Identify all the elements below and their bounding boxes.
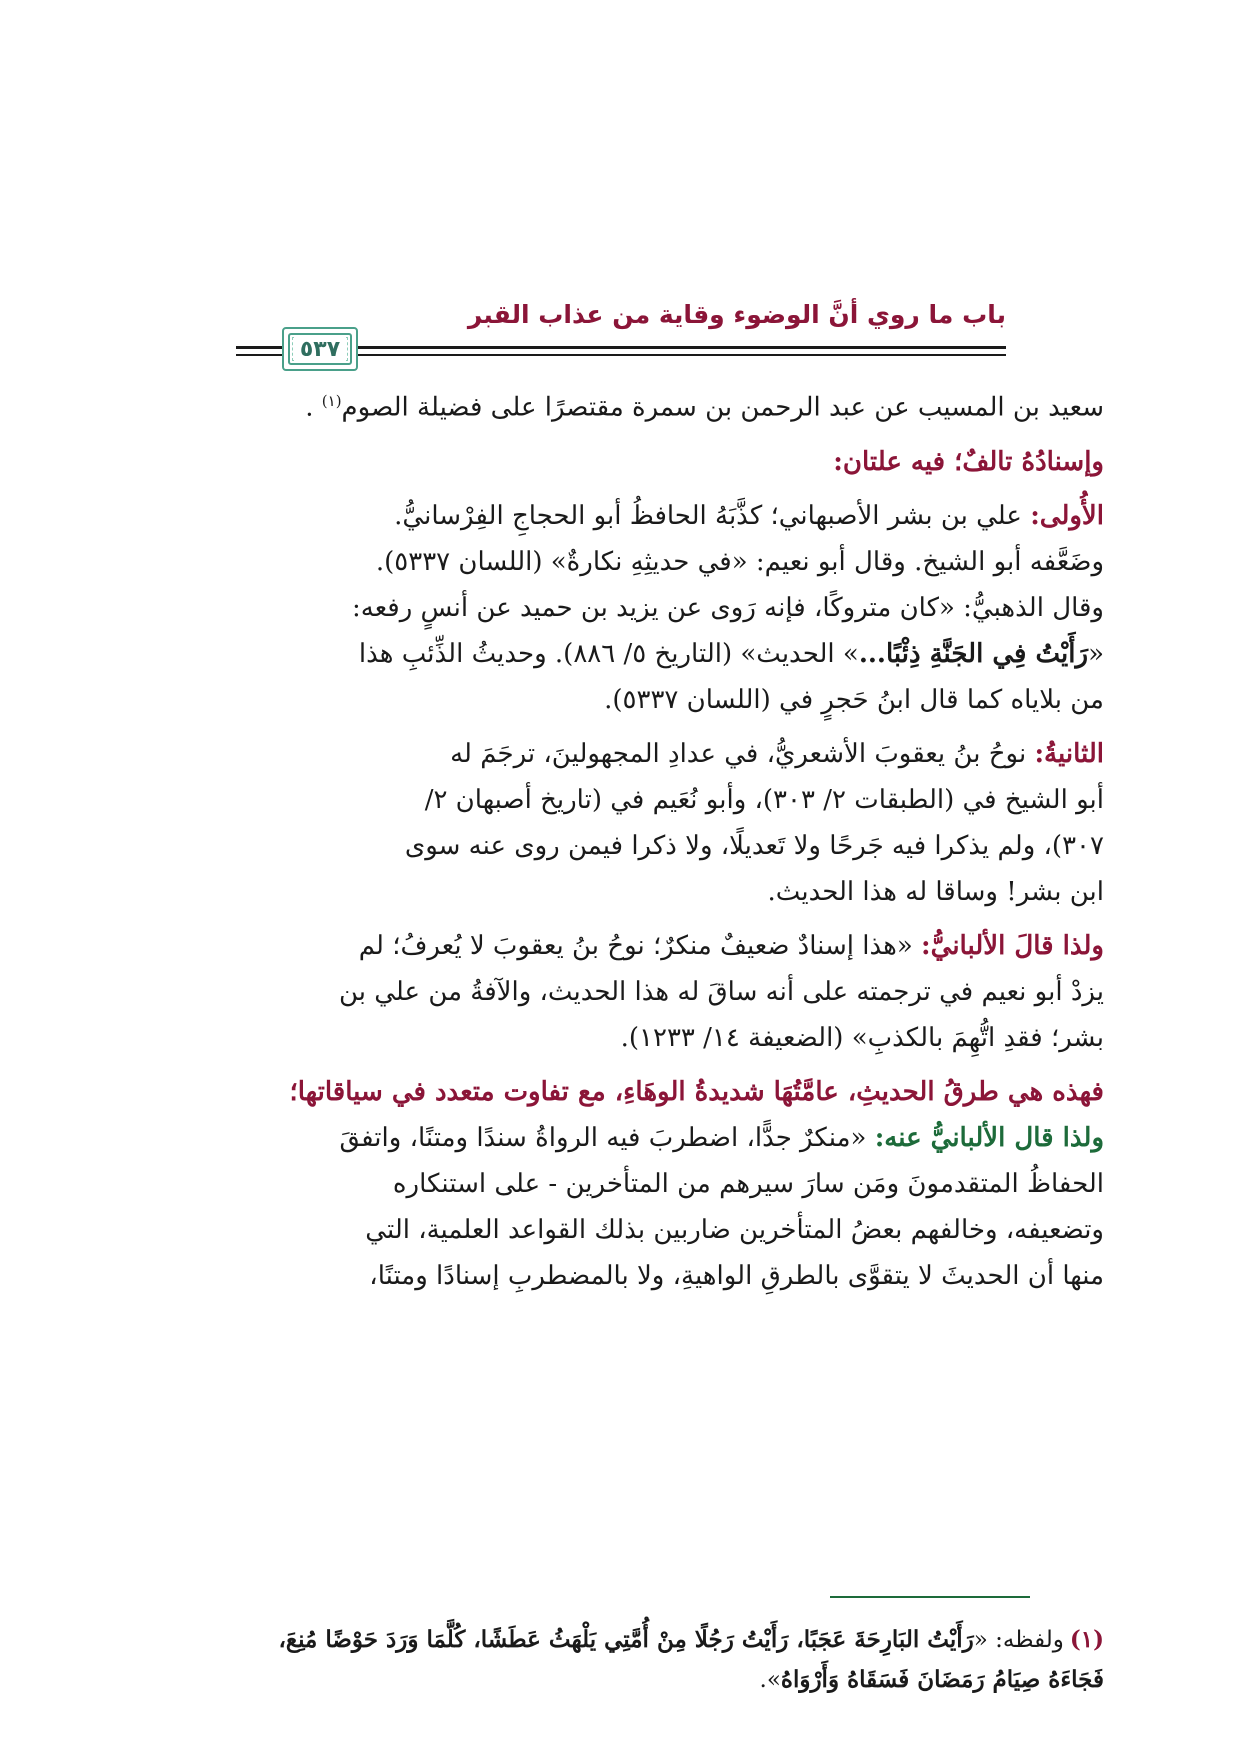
text-line: وقال الذهبيُّ: «كان متروكًا، فإنه رَوى عن يزيد بن حميد عن أنسٍ رفعه: (352, 592, 1104, 623)
footnote-hadith-text: فَجَاءَهُ صِيَامُ رَمَضَانَ فَسَقَاهُ وَأَرْوَاهُ (780, 1666, 1104, 1693)
opening-line-text: سعيد بن المسيب عن عبد الرحمن بن سمرة مقتصرًا على فضيلة الصوم (341, 392, 1104, 423)
conclusion-heading: فهذه هي طرقُ الحديثِ، عامَّتُهَا شديدةُ الوهَاءِ، مع تفاوت متعدد في سياقاتها؛ (289, 1076, 1104, 1107)
text-line (94, 493, 1104, 539)
text-line: منها أن الحديثَ لا يتقوَّى بالطرقِ الواهيةِ، ولا بالمضطربِ إسنادًا ومتنًا، (369, 1260, 1104, 1291)
quote-open: « (1088, 638, 1104, 669)
text-line: وضَعَّفه أبو الشيخ. وقال أبو نعيم: «في حديثِهِ نكارةٌ» (اللسان ٥٣٣٧). (375, 546, 1104, 577)
text-line: من بلاياه كما قال ابنُ حَجرٍ في (اللسان ٥٣٣٧). (604, 684, 1104, 715)
hadith-quote: رَأَيْتُ فِي الجَنَّةِ ذِئْبًا... (858, 638, 1089, 669)
text-line: ابن بشر! وساقا له هذا الحديث. (767, 876, 1104, 907)
paragraph-albani-quote (94, 923, 1104, 1061)
footnote-reference[interactable]: (١) (321, 392, 342, 410)
opening-line-end: . (305, 392, 322, 423)
text-line: أبو الشيخ في (الطبقات ٢/ ٣٠٣)، وأبو نُعَيم في (تاريخ أصبهان ٢/ (424, 784, 1104, 815)
footnote-line (94, 1620, 1104, 1660)
text-span: » الحديث» (التاريخ ٥/ ٨٨٦). وحديثُ الذِّئبِ هذا (358, 638, 859, 669)
text-line: بشر؛ فقدِ اتُّهِمَ بالكذبِ» (الضعيفة ١٤/ ١٢٣٣). (620, 1022, 1104, 1053)
text-line (94, 1069, 1104, 1115)
paragraph-label: ولذا قال الألبانيُّ عنه: (874, 1122, 1104, 1153)
footnote-end: ». (759, 1667, 781, 1693)
opening-line (94, 378, 1104, 431)
text-line: وتضعيفه، وخالفهم بعضُ المتأخرين ضاربين بذلك القواعد العلمية، التي (365, 1214, 1104, 1245)
paragraph-first-defect (94, 493, 1104, 723)
text-line (94, 1115, 1104, 1161)
paragraph-label: الثانيةُ: (1034, 738, 1104, 769)
text-span: علي بن بشر الأصبهاني؛ كذَّبَهُ الحافظُ أبو الحجاجِ الفِرْسانيُّ. (394, 500, 1031, 531)
running-header-title: باب ما روي أنَّ الوضوء وقاية من عذاب القبر (467, 300, 1006, 329)
text-span: نوحُ بنُ يعقوبَ الأشعريُّ، في عدادِ المجهولينَ، ترجَمَ له (450, 738, 1035, 769)
text-line (94, 731, 1104, 777)
footnote-separator (830, 1596, 1030, 1598)
page-number-frame (282, 327, 358, 371)
paragraph-conclusion (94, 1069, 1104, 1299)
footnotes (94, 1620, 1104, 1700)
footnote-intro: ولفظه: « (973, 1627, 1064, 1653)
text-line: الحفاظُ المتقدمونَ ومَن سارَ سيرهم من المتأخرين - على استنكاره (392, 1168, 1104, 1199)
text-span: «هذا إسنادٌ ضعيفٌ منكرٌ؛ نوحُ بنُ يعقوبَ لا يُعرفُ؛ لم (358, 930, 922, 961)
isnad-heading: وإسنادُهُ تالفٌ؛ فيه علتان: (833, 446, 1104, 477)
footnote-line (94, 1660, 1104, 1700)
section-heading (94, 439, 1104, 485)
paragraph-second-defect (94, 731, 1104, 915)
footnote-number: (١) (1069, 1626, 1104, 1653)
paragraph-label: ولذا قالَ الألبانيُّ: (921, 930, 1104, 961)
footnote-hadith-text: رَأَيْتُ البَارِحَةَ عَجَبًا، رَأَيْتُ رَجُلًا مِنْ أُمَّتِي يَلْهَثُ عَطَشًا، كُلَّمَا وَرَدَ حَوْضًا مُنِعَ، (278, 1626, 974, 1653)
text-line: ٣٠٧)، ولم يذكرا فيه جَرحًا ولا تَعديلًا، ولا ذكرا فيمن روى عنه سوى (404, 830, 1104, 861)
page-number: ٥٣٧ (294, 337, 346, 362)
text-span: «منكرٌ جدًّا، اضطربَ فيه الرواةُ سندًا ومتنًا، واتفقَ (339, 1122, 875, 1153)
text-line: يزدْ أبو نعيم في ترجمته على أنه ساقَ له هذا الحديث، والآفةُ من علي بن (338, 976, 1104, 1007)
text-line (94, 631, 1104, 677)
text-line (94, 923, 1104, 969)
paragraph-label: الأُولى: (1030, 500, 1104, 531)
main-text (94, 378, 1104, 1307)
